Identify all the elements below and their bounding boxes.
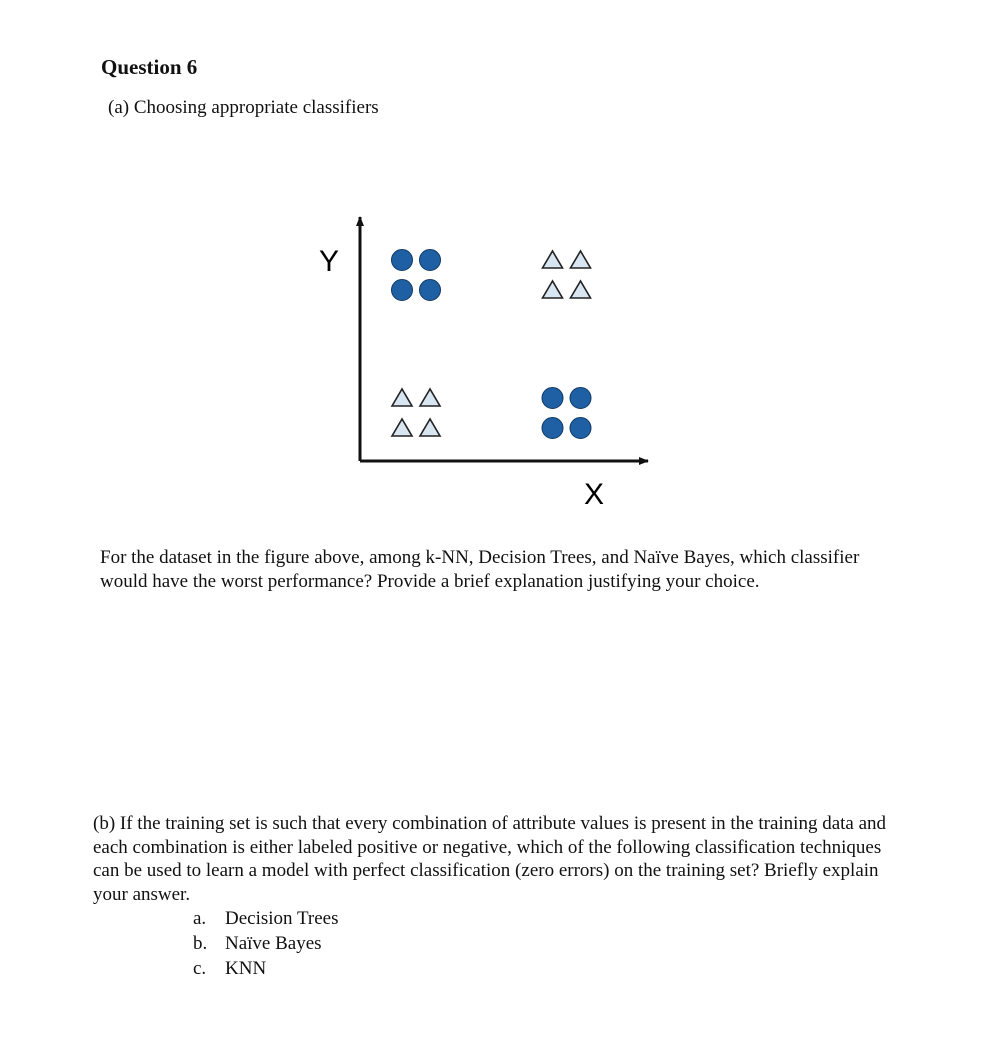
circle-point-8 — [570, 418, 591, 439]
data-points — [392, 250, 592, 439]
y-axis-label: Y — [319, 245, 340, 278]
part-b-question: (b) If the training set is such that every combination of attribute values is present in the training data and each combination is either labeled positive or negative, which of the following classification techniques can be used to learn a model with perfect classification (zero errors) on the training set? Briefly explain your answer. — [93, 813, 887, 905]
circle-point-6 — [570, 388, 591, 409]
circle-point-3 — [392, 280, 413, 301]
triangle-point-1 — [543, 251, 563, 268]
circle-point-2 — [420, 250, 441, 271]
option-knn — [193, 956, 338, 981]
option-label: a. — [193, 908, 207, 929]
triangle-point-7 — [392, 419, 412, 436]
option-text: Naïve Bayes — [225, 933, 322, 954]
triangle-point-6 — [420, 389, 440, 406]
option-decision-trees — [193, 906, 338, 931]
option-label: b. — [193, 933, 208, 954]
part-a-heading: (a) Choosing appropriate classifiers — [108, 97, 379, 118]
circle-point-5 — [542, 388, 563, 409]
question-title: Question 6 — [101, 55, 198, 79]
triangle-point-3 — [543, 281, 563, 298]
option-text: KNN — [225, 958, 267, 979]
answer-options — [193, 906, 338, 981]
triangle-point-4 — [571, 281, 591, 298]
circle-point-1 — [392, 250, 413, 271]
triangle-point-2 — [571, 251, 591, 268]
option-naive-bayes — [193, 931, 338, 956]
option-label: c. — [193, 958, 207, 979]
x-axis-label: X — [583, 478, 605, 511]
circle-point-4 — [420, 280, 441, 301]
circle-point-7 — [542, 418, 563, 439]
triangle-point-8 — [420, 419, 440, 436]
option-text: Decision Trees — [225, 908, 339, 929]
classifier-scatter-figure — [300, 205, 660, 515]
part-a-question: For the dataset in the figure above, among k-NN, Decision Trees, and Naïve Bayes, which classifier would have the worst performance? Provide a brief explanation justifying your choice. — [100, 547, 860, 592]
triangle-point-5 — [392, 389, 412, 406]
